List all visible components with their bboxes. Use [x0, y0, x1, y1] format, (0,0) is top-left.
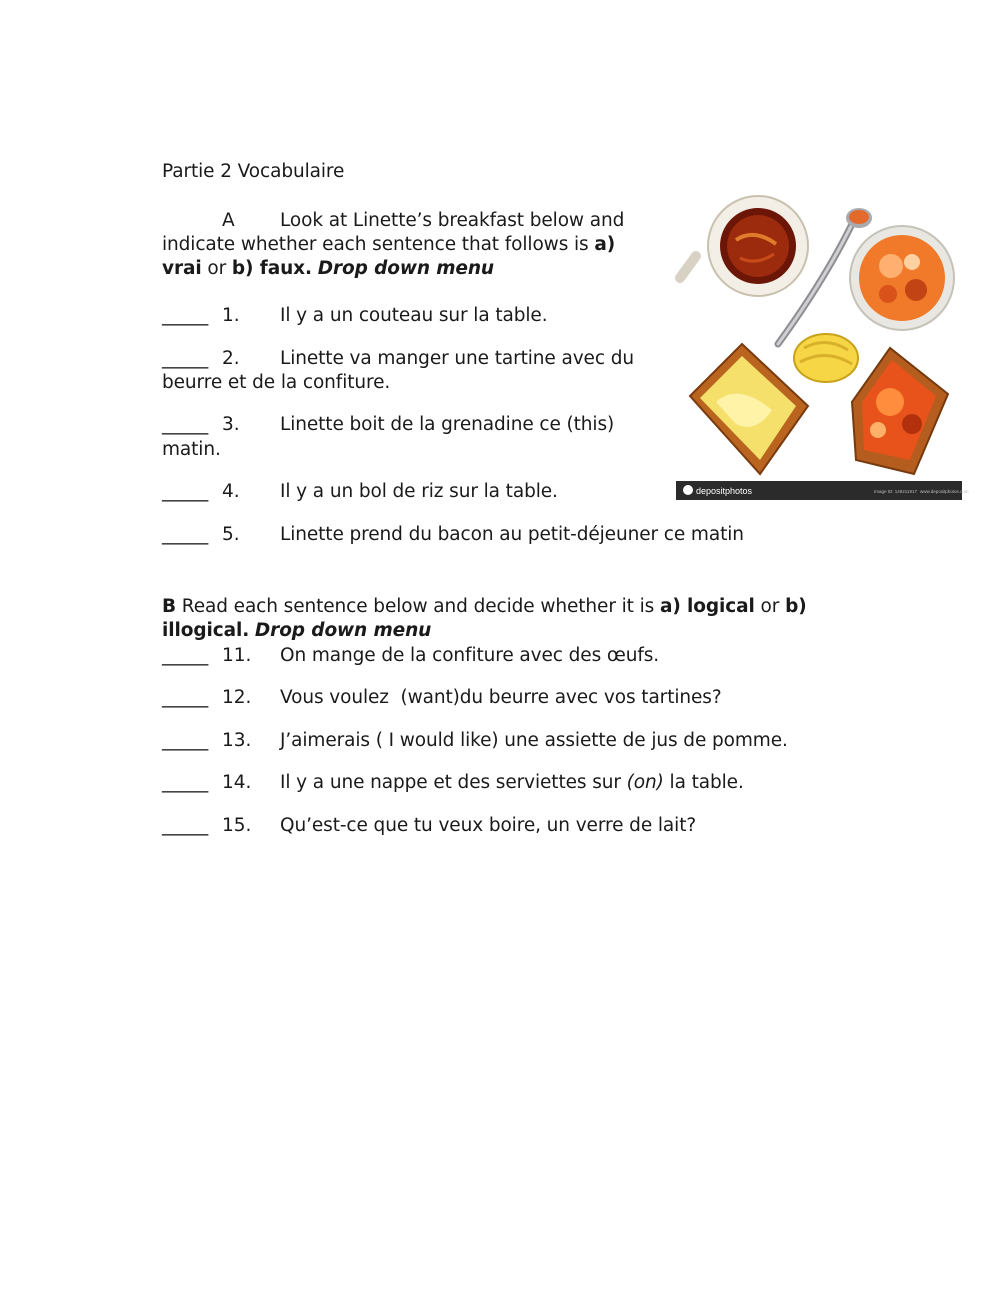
option-b-label: b)	[785, 596, 807, 617]
item-number: 1.	[222, 305, 240, 326]
item-text-continued: matin.	[162, 439, 221, 460]
answer-blank-1[interactable]: _____	[162, 305, 209, 326]
part-a-instruction-line2: indicate whether each sentence that follows is a)	[162, 234, 616, 255]
watermark-brand: depositphotos	[696, 486, 753, 496]
part-b-instruction-line1: B Read each sentence below and decide whether it is a) logical or b)	[162, 596, 807, 617]
dropdown-label: Drop down menu	[317, 258, 494, 279]
item-number: 4.	[222, 481, 240, 502]
answer-blank-14[interactable]: _____	[162, 772, 209, 793]
item-number: 12.	[222, 687, 252, 708]
item-text: On mange de la confiture avec des œufs.	[280, 645, 660, 666]
answer-blank-11[interactable]: _____	[162, 645, 209, 666]
section-title: Partie 2 Vocabulaire	[162, 161, 345, 182]
breakfast-illustration	[676, 198, 969, 500]
depositphotos-logo-icon	[683, 485, 693, 495]
option-a-word: vrai	[162, 258, 202, 279]
item-number: 13.	[222, 730, 252, 751]
item-number: 15.	[222, 815, 252, 836]
part-a-letter: A	[222, 210, 235, 231]
item-text-continued: beurre et de la confiture.	[162, 372, 391, 393]
answer-blank-13[interactable]: _____	[162, 730, 209, 751]
item-text: Linette prend du bacon au petit-déjeuner ce matin	[280, 524, 744, 545]
item-text: Qu’est-ce que tu veux boire, un verre de lait?	[280, 815, 697, 836]
item-text: Il y a une nappe et des serviettes sur (on) la table.	[280, 772, 744, 793]
item-text: J’aimerais ( I would like) une assiette de jus de pomme.	[280, 730, 788, 751]
item-number: 2.	[222, 348, 240, 369]
item-text: Il y a un bol de riz sur la table.	[280, 481, 558, 502]
answer-blank-12[interactable]: _____	[162, 687, 209, 708]
watermark-image-id: Image ID: 149211917	[874, 489, 917, 494]
answer-blank-4[interactable]: _____	[162, 481, 209, 502]
item-number: 11.	[222, 645, 252, 666]
part-b-letter: B	[162, 596, 177, 617]
butter-icon	[794, 334, 858, 382]
watermark-site: www.depositphotos.com	[920, 489, 969, 494]
dropdown-label: Drop down menu	[254, 620, 432, 641]
item-number: 14.	[222, 772, 252, 793]
part-a-instruction-line1: Look at Linette’s breakfast below and	[280, 210, 625, 231]
answer-blank-2[interactable]: _____	[162, 348, 209, 369]
item-number: 3.	[222, 414, 240, 435]
part-a-instruction-line3: vrai or b) faux. Drop down menu	[162, 258, 494, 279]
option-b-word: illogical.	[162, 620, 250, 641]
answer-blank-3[interactable]: _____	[162, 414, 209, 435]
answer-blank-5[interactable]: _____	[162, 524, 209, 545]
item-text: Linette va manger une tartine avec du	[280, 348, 634, 369]
part-b-instruction-line2	[162, 619, 431, 643]
item-text: Linette boit de la grenadine ce (this)	[280, 414, 615, 435]
item-text: Il y a un couteau sur la table.	[280, 305, 548, 326]
answer-blank-15[interactable]: _____	[162, 815, 209, 836]
item-text: Vous voulez (want)du beurre avec vos tartines?	[280, 687, 722, 708]
jam-jar-icon	[850, 226, 954, 330]
option-b-label: b) faux.	[231, 258, 312, 279]
option-a-label: a)	[594, 234, 616, 255]
option-a-label: a) logical	[659, 596, 755, 617]
item-number: 5.	[222, 524, 240, 545]
